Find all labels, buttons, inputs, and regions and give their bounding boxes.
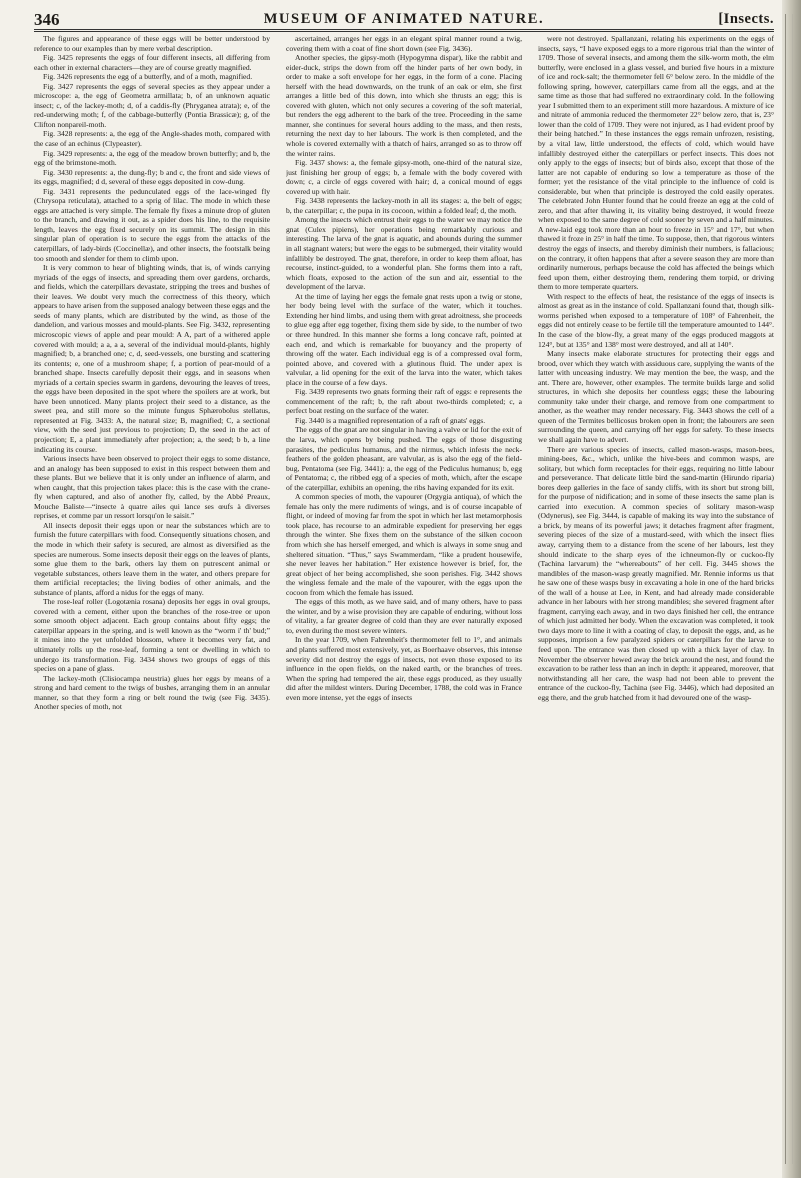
paragraph: A common species of moth, the vapourer (Orgygia antiqua), of which the female has only the mere rudiments of wings, and is of course incapable of flight, or indeed of moving far from the spot in which her last metamorphosis took place, has recourse to an admirable expedient for preserving her eggs through the winter. She fixes them on the substance of the silken cocoon from which she has herself emerged, and which is always in some snug and sheltered situation. “Thus,” says Swammerdam, “like a prudent housewife, she never leaves her habitation.” Her existence however is brief, for, the great object of her being accomplished, she soon perishes. Fig. 3442 shows the wingless female and the male of the vapourer, with the eggs upon the cocoon from which the female has issued.	[286, 492, 522, 597]
text-column-3	[538, 34, 774, 1172]
paragraph: It is very common to hear of blighting winds, that is, of winds carrying myriads of the eggs of insects, and spreading them over gardens, orchards, and fields, which the caterpillars devastate, stripping the trees and bushes of their leaves. We doubt very much the correctness of this theory, which appears to have arisen from the supposed analogy between these eggs and the seeds of many plants, which are distributed by the wind, as those of the dandelion, and various mosses and mould-plants. See Fig. 3432, representing microscopic views of apple and pear mould: A A, part of a withered apple covered with mould; a a, a a, several of the individual mould-plants, highly magnified; b, a branched one; c, d, seed-vessels, one bursting and scattering its contents; e, one of a mushroom shape; f, a portion of pear-mould of a branched shape. Insects carefully deposit their eggs, and in seasons when myriads of a certain species swarm in gardens, devouring the leaves of trees, the eggs have been deposited in the spot where the spoilers are at work, but have been unnoticed. Many plants project their seed to a distance, as the sweet pea, and still more so the minute fungus Sphærobolus stellatus, represented at Fig. 3433: A, the natural size; B, magnified; C, a sectional view, with the seed just previous to projection; D, the seed in the act of projection; E, a plant immediately after projection; a, the seed; b b, a line indicating its course.	[34, 263, 270, 454]
paragraph: In the year 1709, when Fahrenheit's thermometer fell to 1°, and animals and plants suffered most extensively, yet, as Boerhaave observes, this intense severity did not destroy the eggs of insects, not even those exposed to its influence in the open fields, on the naked earth, or the branches of trees. When the spring had tempered the air, these eggs produced, as they usually did after the mildest winters. During December, 1788, the cold was in France even more intense, yet the eggs of insects	[286, 635, 522, 702]
page-edge-strip	[785, 14, 793, 1164]
paragraph: There are various species of insects, called mason-wasps, mason-bees, mining-bees, &c., which, unlike the hive-bees and common wasps, are solitary, but which form receptacles for their eggs, requiring no little labour and perseverance. That delicate little bird the sand-martin (Hirundo riparia) bores deep galleries in the face of sandy cliffs, with its short but strong bill, for the purpose of nidification; and in some of these insects the same plan is carried into execution. A common species of solitary mason-wasp (Odynerus), see Fig. 3444, is capable of making its way into the substance of a brick, by means of its powerful jaws; it detaches fragment after fragment, severing pieces of the size of a mustard-seed, with which the insect flies away, carrying them to a distance from the scene of her labours, lest they should indicate to the sharp eyes of the ichneumon-fly or cuckoo-fly (Tachina larvarum) the “whereabouts” of her cell. Fig. 3445 shows the mandibles of the mason-wasp greatly magnified. Mr. Rennie informs us that he saw one of these wasps busy in excavating a hole in one of the hard bricks of the wall of a house at Lee, in Kent, and had already made considerable advance in her labours with her strong mandibles; she severed fragment after fragment, carrying each away, and in two days finished her cell, the entrance of which just admitted her body. When the excavation was completed, it took two days more to line it with a coating of clay, to deposit the eggs, and, as he supposes, imprison a few paralyzed spiders or caterpillars for the larvæ to feed upon. The entrance was then closed up with a thick layer of clay. In November the observer hewed away the brick around the nest, and found the excavation to be rather less than an inch in depth: it appeared, moreover, that notwithstanding all her care, the wasp had not been able to prevent the entrance of the cuckoo-fly, Tachina (see Fig. 3446), which had deposited an egg there, and the grub hatched from it had devoured one of the wasp-	[538, 444, 774, 702]
paragraph: The rose-leaf roller (Logotænia rosana) deposits her eggs in oval groups, covered with a cement, either upon the branches of the rose-tree or upon some smooth object adjacent. Each group contains about fifty eggs; the caterpillar appears in the spring, and is well known as the “worm i' th' bud;” it mines into the yet unfolded blossom, where it becomes very fat, and ultimately rolls up the rose-leaf, forming a tent or dwelling in which to undergo its transformation. Fig. 3434 shows two groups of eggs of this species on a pane of glass.	[34, 597, 270, 674]
paragraph: The eggs of this moth, as we have said, and of many others, have to pass the winter, and by a wise provision they are capable of enduring, without loss of vitality, a far greater degree of cold than they are ever naturally exposed to, even during the most severe winters.	[286, 597, 522, 635]
paragraph: Fig. 3426 represents the egg of a butterfly, and of a moth, magnified.	[43, 72, 253, 82]
paragraph: At the time of laying her eggs the female gnat rests upon a twig or stone, her body being level with the surface of the water, which it touches. Extending her hind limbs, and using them with great adroitness, she proceeds to glue egg after egg together, fixing them side by side, to the number of two or three hundred. In this manner she forms a long concave raft, pointed at each end, and which is remarkable for buoyancy and the property of throwing off the water. Each individual egg is of a compressed oval form, pointed above, and covered with a glutinous fluid. The under apex is valvular, a lid opening for the exit of the larva into the water, which takes place in the course of a few days.	[286, 291, 522, 387]
paragraph: Fig. 3425 represents the eggs of four different insects, all differing from each other in external characters—they are of course greatly magnified.	[34, 53, 270, 72]
paragraph: were not destroyed. Spallanzani, relating his experiments on the eggs of insects, says, “I have exposed eggs to a more rigorous trial than the winter of 1709. Those of several insects, and among them the silk-worm moth, the elm butterfly, were enclosed in a glass vessel, and buried five hours in a mixture of ice and rock-salt; the thermometer fell 6° below zero. In the middle of the following spring, however, caterpillars came from all the eggs, and at the same time as those that had suffered no extraordinary cold. In the following year I submitted them to an experiment still more hazardous. A mixture of ice and nitrate of ammonia reduced the thermometer 22° below zero, that is, 23° lower than the cold of 1709. They were not injured, as I had evident proof by their being hatched.” In these instances the eggs remain unfrozen, resisting, by a vital law, little understood, the effects of cold, which would have infallibly destroyed either the caterpillars or perfect insects. This does not only apply to the eggs of insects; but of birds also, except that those of the latter are not capable of enduring so low a temperature as those of the former; yet the resistance of the vital principle to the influence of cold is considerable, but when that principle is destroyed the cold easily operates. The celebrated John Hunter found that he could freeze an egg at the cold of zero, and that after thawing it, its vitality being destroyed, it would freeze when exposed to the same degree of cold sooner by seven and a half minutes. A new-laid egg took more than an hour to freeze in 15° and 17°, but when thawed it froze in 25° in half the time. To suppose, then, that rigorous winters destroy the eggs of insects, and thereby diminish their numbers, is fallacious; on the contrary, it often happens that after a severe season they are more than ordinarily numerous, perhaps because the cold has affected the beings which feed upon them, either destroying them, rendering them torpid, or driving them to more temperate quarters.	[538, 34, 774, 292]
paragraph: The figures and appearance of these eggs will be better understood by reference to our examples than by mere verbal description.	[34, 34, 270, 53]
paragraph: With respect to the effects of heat, the resistance of the eggs of insects is almost as great as in the instance of cold. Spallanzani found that, though silk-worms perished when exposed to a temperature of 108° of Fahrenheit, the eggs did not entirely cease to be fertile till the temperature amounted to 144°. In the case of the blow-fly, a great many of the eggs produced maggots at 124°, but at 135° and 138° most were destroyed, and all at 140°.	[538, 291, 774, 349]
paragraph: The eggs of the gnat are not singular in having a valve or lid for the exit of the larva, which opens by being pushed. The eggs of those disgusting parasites, the pediculus humanus, and the nirmus, which infests the neck-feathers of the golden pheasant, are valvular, as is also the egg of the field-bug, Pentatoma (see Fig. 3441): a, the egg of the Pediculus humanus; b, egg of Pentatoma; c, the ribbed egg of a species of moth, which, after the escape of the caterpillar, exhibits an opening, the ribs having expanded for its exit.	[286, 425, 522, 492]
paragraph: Fig. 3428 represents: a, the egg of the Angle-shades moth, compared with the case of an echinus (Clypeaster).	[34, 129, 270, 149]
header-rule-top	[34, 29, 774, 30]
paragraph: Many insects make elaborate structures for protecting their eggs and brood, over which they watch with assiduous care, supplying the wants of the latter with unceasing industry. We may mention the bee, the wasp, and the ant. There are, however, other examples. The termite builds large and solid structures, in which she deposits her countless eggs; these the labouring community take under their charge, and remove from one compartment to another, as the weather may render necessary. Fig. 3443 shows the cell of a queen of the Termites bellicosus broken open in front; the labourers are seen surrounding the queen, and carrying off her eggs for safety. To these insects we shall again have to advert.	[538, 349, 774, 444]
paragraph: ascertained, arranges her eggs in an elegant spiral manner round a twig, covering them with a coat of fine short down (see Fig. 3436).	[286, 34, 522, 53]
paragraph: Fig. 3438 represents the lackey-moth in all its stages: a, the belt of eggs; b, the caterpillar; c, the pupa in its cocoon, within a folded leaf; d, the moth.	[286, 196, 522, 215]
section-name: [Insects.	[718, 11, 774, 27]
text-column-2	[286, 34, 522, 1172]
running-header	[34, 8, 774, 30]
paragraph: Fig. 3439 represents two gnats forming their raft of eggs: e represents the commencement of the raft; b, the raft about two-thirds completed; c, a perfect boat resting on the surface of the water.	[286, 387, 522, 416]
header-rule-bottom	[34, 31, 774, 32]
book-fore-edge	[782, 0, 801, 1178]
paragraph: Among the insects which entrust their eggs to the water we may notice the gnat (Culex pipiens), her operations being remarkably curious and interesting. The larva of the gnat is aquatic, and abounds during the summer in all stagnant waters; but were the eggs to be submerged, their vitality would infallibly be destroyed. The gnat, therefore, in order to keep them afloat, has recourse, instinct-guided, to a wonderful plan. She forms them into a raft, which floats, exposed to the action of the sun and air, essential to the development of the larvæ.	[286, 215, 522, 292]
paragraph: Fig. 3440 is a magnified representation of a raft of gnats' eggs.	[295, 415, 486, 425]
paragraph: Fig. 3429 represents: a, the egg of the meadow brown butterfly; and b, the egg of the brimstone-moth.	[34, 148, 270, 168]
book-title: MUSEUM OF ANIMATED NATURE.	[263, 11, 545, 27]
paragraph: Another species, the gipsy-moth (Hypogymna dispar), like the rabbit and eider-duck, strips the down from off the hinder parts of her own body, in order to make a soft envelope for her eggs, in the form of a cone. Placing herself with the head downwards, on the trunk of an oak or elm, she first arranges a little bed of this down, into which she thrusts an egg; this is covered with gluten, which not only secures a covering of the soft material, but renders the egg adherent to the bark of the tree. Proceeding in the same manner, she continues for several hours adding to the mass, and then rests, returning the next day to her labours. The work is then completed, and the whole is covered externally with a thatch of hairs, arranged so as to throw off the winter rains.	[286, 53, 522, 158]
paragraph: Fig. 3427 represents the eggs of several species as they appear under a microscope: a, the egg of Geometra armillata; b, of an unknown aquatic insect; c, of the lackey-moth; d, of a caddis-fly (Phryganea atrata); e, of the red-underwing moth; f, of the cabbage-butterfly (Pontia Brassicæ); g, of the Clifton nonpareil-moth.	[34, 81, 270, 129]
paragraph: Various insects have been observed to project their eggs to some distance, and an analogy has been supposed to exist in this respect between them and these plants. But we believe that it is only under an influence of alarm, and when caught, that this projection takes place: this is the case with the crane-fly when captured, and also of another fly, called, by the Abbé Preaux, Mouche Baliste—“insecte à quatre ailes qui lance ses œufs à diverses reprises, et comme par un ressort lorsqu'on le saisit.”	[34, 454, 270, 521]
paragraph: The lackey-moth (Clisiocampa neustria) glues her eggs by means of a strong and hard cement to the twigs of bushes, arranging them in an annular manner, so that they form a ring or belt round the twig (see Fig. 3435). Another species of moth, not	[34, 673, 270, 712]
paragraph: Fig. 3437 shows: a, the female gipsy-moth, one-third of the natural size, just finishing her group of eggs; b, a female with the body covered with down; c, a circle of eggs covered with hair; d, a conical mound of eggs covered up with hair.	[286, 158, 522, 196]
text-column-1	[34, 34, 270, 1172]
paragraph: Fig. 3431 represents the pedunculated eggs of the lace-winged fly (Chrysopa reticulata), attached to a sprig of lilac. The mode in which these eggs are attached is very simple. The female fly fixes a minute drop of gluten to the branch, and drawing it out, as a spider does his line, to the requisite length, leaves the egg fixed securely on its summit. The design in this singular plan of operation is to secure the eggs from the attacks of the caterpillars, of lady-birds (Coccinellæ), and other insects, the footstalk being too smooth and slender for them to climb upon.	[34, 186, 270, 263]
paragraph: Fig. 3430 represents: a, the dung-fly; b and c, the front and side views of its eggs, magnified; d d, several of these eggs deposited in cow-dung.	[34, 167, 270, 187]
page-number: 346	[34, 10, 60, 29]
paragraph: All insects deposit their eggs upon or near the substances which are to furnish the future caterpillars with food. Consequently situations chosen, and the mode in which their safety is secured, are almost as diversified as the species are numerous. Some insects deposit their eggs on the leaves of plants, some glue them to the bark, others lay them on putrescent animal or vegetable substances, others leave them in the water, and others prepare for them artificial receptacles; the living bodies of other animals, and the substance of plants, afford a nidus for the eggs of many.	[34, 520, 270, 597]
